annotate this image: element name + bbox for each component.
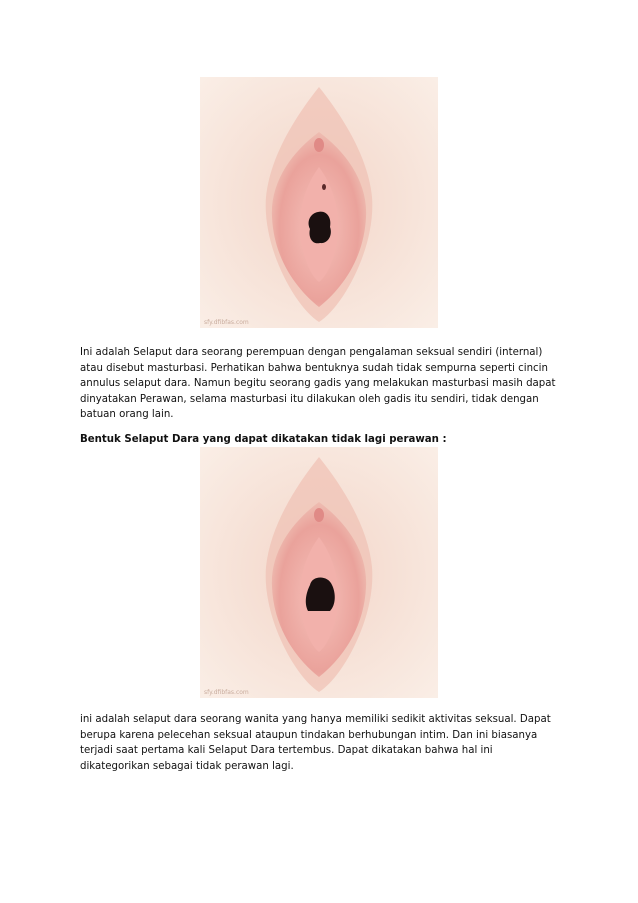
figure-1-credit: sfy.dfibfas.com [204, 319, 249, 326]
illustration-1-drawing [200, 77, 438, 328]
section-heading: Bentuk Selaput Dara yang dapat dikatakan tidak lagi perawan : [80, 434, 447, 445]
figure-2-credit: sfy.dfibfas.com [204, 689, 249, 696]
illustration-2-drawing [200, 447, 438, 698]
hymen-opening-1 [309, 212, 331, 244]
illustration-2 [200, 447, 438, 698]
paragraph-1: Ini adalah Selaput dara seorang perempuan dengan pengalaman seksual sendiri (internal) atau disebut masturbasi. Perhatikan bahwa bentuknya sudah tidak sempurna seperti cincin annulus selaput dara. Namun begitu seorang gadis yang melakukan masturbasi masih dapat dinyatakan Perawan, selama masturbasi itu dilakukan oleh gadis itu sendiri, tidak dengan batuan orang lain. [80, 347, 556, 421]
illustration-1 [200, 77, 438, 328]
paragraph-2: ini adalah selaput dara seorang wanita yang hanya memiliki sedikit aktivitas seksual. Dapat berupa karena pelecehan seksual ataupun tindakan berhubungan intim. Dan ini biasanya terjadi saat pertama kali Selaput Dara tertembus. Dapat dikatakan bahwa hal ini dikategorikan sebagai tidak perawan lagi. [80, 714, 551, 772]
